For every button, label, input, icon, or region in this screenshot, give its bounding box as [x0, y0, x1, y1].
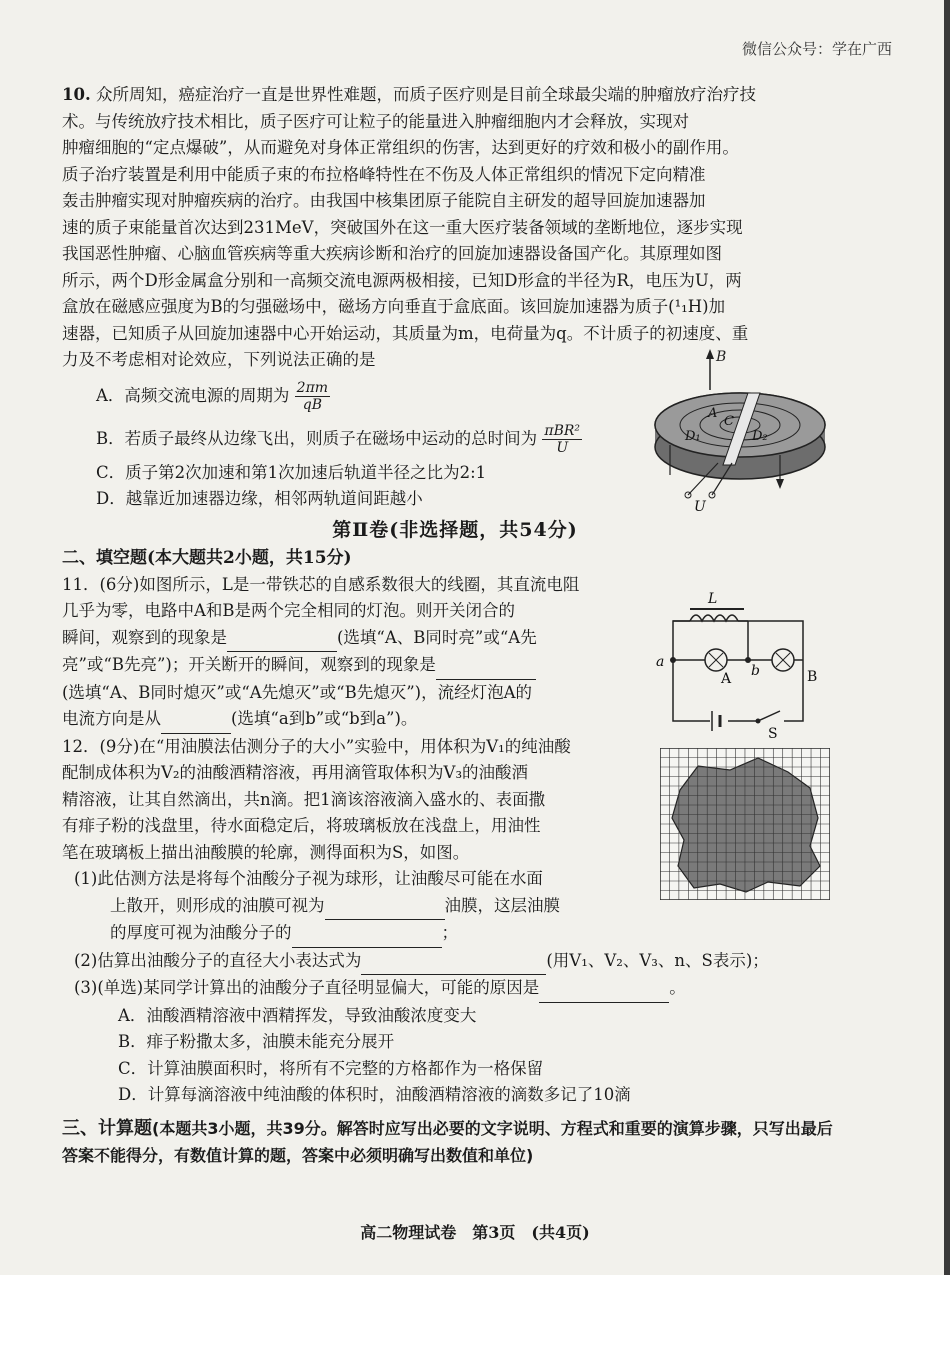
q12-line: 配制成体积为V₂的油酸酒精溶液，再用滴管取体积为V₃的油酸酒: [62, 763, 529, 782]
q10-option-c: C．质子第2次加速和第1次加速后轨道半径之比为2:1: [96, 462, 487, 482]
fraction: $\frac{\text{πBR²}}{U}$: [544, 422, 581, 456]
fraction: $\frac{2\pi m}{qB}$: [296, 379, 329, 413]
q10-option-b: B．若质子最终从边缘飞出，则质子在磁场中运动的总时间为 $\frac{\text{πBR²}}{U}$: [96, 422, 581, 456]
q10-line: 肿瘤细胞的“定点爆破”，从而避免对身体正常组织的伤害，达到更好的疗效和极小的副作用。: [62, 138, 739, 157]
part-2-title: 第Ⅱ卷(非选择题，共54分): [332, 518, 578, 541]
svg-text:S: S: [768, 726, 778, 740]
answer-blank[interactable]: [539, 975, 669, 1003]
question-11: [62, 572, 622, 734]
question-12: [62, 734, 622, 867]
svg-text:A: A: [721, 671, 732, 687]
q10-option-d: D．越靠近加速器边缘，相邻两轨道间距越小: [96, 489, 423, 508]
q12-line: 有痱子粉的浅盘里，待水面稳定后，将玻璃板放在浅盘上，用油性: [62, 816, 541, 835]
q12-option-a: A．油酸酒精溶液中酒精挥发，导致油酸浓度变大: [118, 1005, 477, 1025]
scan-edge: [944, 0, 950, 1275]
circuit-figure: [648, 585, 828, 740]
q10-line: 所示，两个D形金属盒分别和一高频交流电源两极相接，已知D形盒的半径为R，电压为U，两: [62, 270, 742, 290]
svg-text:D₁: D₁: [685, 429, 701, 444]
answer-blank[interactable]: [436, 652, 536, 680]
svg-text:a: a: [656, 654, 665, 670]
q12-option-c: C．计算油膜面积时，将所有不完整的方格都作为一格保留: [118, 1058, 544, 1078]
q12-line: 精溶液，让其自然滴出，共n滴。把1滴该溶液滴入盛水的、表面撒: [62, 789, 546, 809]
answer-blank[interactable]: [361, 948, 546, 976]
q12-option-d: D．计算每滴溶液中纯油酸的体积时，油酸酒精溶液的滴数多记了10滴: [118, 1085, 631, 1104]
svg-text:U: U: [694, 499, 706, 515]
q10-line: 10. 众所周知，癌症治疗一直是世界性难题，而质子医疗则是目前全球最尖端的肿瘤放疗治疗技: [62, 85, 756, 104]
q11-line: (选填“A、B同时熄灭”或“A先熄灭”或“B先熄灭”)，流经灯泡A的: [62, 682, 532, 702]
q10-line: 轰击肿瘤实现对肿瘤疾病的治疗。由我国中核集团原子能院自主研发的超导回旋加速器加: [62, 191, 706, 210]
section-2-title: 二、填空题(本大题共2小题，共15分): [62, 548, 352, 568]
svg-text:L: L: [708, 591, 718, 607]
svg-text:C: C: [724, 414, 734, 429]
q11-line: 几乎为零，电路中A和B是两个完全相同的灯泡。则开关闭合的: [62, 601, 516, 620]
answer-blank[interactable]: [325, 893, 445, 921]
oil-film-grid-figure: [660, 748, 830, 900]
page-footer: 高二物理试卷 第3页 (共4页): [360, 1223, 590, 1242]
q10-line: 质子治疗装置是利用中能质子束的布拉格峰特性在不伤及人体正常组织的情况下定向精准: [62, 164, 706, 184]
q11-line: 亮”或“B先亮”)；开关断开的瞬间，观察到的现象是: [62, 652, 622, 680]
q11-line: 11．(6分)如图所示，L是一带铁芯的自感系数很大的线圈，其直流电阻: [62, 574, 580, 594]
svg-text:A: A: [708, 406, 718, 421]
q10-line: 速器，已知质子从回旋加速器中心开始运动，其质量为m，电荷量为q。不计质子的初速度、重: [62, 323, 749, 343]
q12-sub-2: (2)估算出油酸分子的直径大小表达式为 (用V₁、V₂、V₃、n、S表示)；: [62, 948, 848, 976]
cyclotron-figure: [640, 345, 840, 515]
q10-line: 力及不考虑相对论效应，下列说法正确的是: [62, 350, 376, 369]
q11-line: 瞬间，观察到的现象是 (选填“A、B同时亮”或“A先: [62, 625, 622, 653]
q11-line: 电流方向是从 (选填“a到b”或“b到a”)。: [62, 706, 622, 734]
section-3: 三、计算题(本题共3小题，共39分。解答时应写出必要的文字说明、方程式和重要的演算步骤，只写出最后答案不能得分，有数值计算的题，答案中必须明确写出数值和单位): [62, 1117, 833, 1165]
q10-line: 我国恶性肿瘤、心脑血管疾病等重大疾病诊断和治疗的回旋加速器设备国产化。其原理如图: [62, 244, 722, 263]
q12-line: 笔在玻璃板上描出油酸膜的轮廓，测得面积为S，如图。: [62, 842, 470, 862]
q12-sub-3: (3)(单选)某同学计算出的油酸分子直径明显偏大，可能的原因是 。: [62, 975, 848, 1003]
svg-text:B: B: [807, 669, 818, 685]
q12-option-b: B．痱子粉撒太多，油膜未能充分展开: [118, 1032, 395, 1051]
q10-line: 盒放在磁感应强度为B的匀强磁场中，磁场方向垂直于盒底面。该回旋加速器为质子(¹₁H)加: [62, 297, 726, 316]
q12-line: 12．(9分)在“用油膜法估测分子的大小”实验中，用体积为V₁的纯油酸: [62, 736, 571, 756]
watermark-text: 微信公众号：学在广西: [741, 40, 892, 58]
q10-option-a: A．高频交流电源的周期为 $\frac{2\pi m}{qB}$: [96, 379, 329, 413]
q10-line: 速的质子束能量首次达到231MeV，突破国外在这一重大医疗装备领域的垄断地位，逐步实现: [62, 217, 743, 237]
answer-blank[interactable]: [227, 625, 337, 653]
svg-text:D₂: D₂: [752, 429, 768, 444]
answer-blank[interactable]: [292, 920, 442, 948]
answer-blank[interactable]: [161, 706, 231, 734]
q10-line: 术。与传统放疗技术相比，质子医疗可让粒子的能量进入肿瘤细胞内才会释放，实现对: [62, 111, 689, 131]
svg-text:B: B: [716, 349, 727, 365]
q12-sub-1: (1)此估测方法是将每个油酸分子视为球形，让油酸尽可能在水面 上散开，则形成的油膜可视为 油膜，这层油膜 的厚度可视为油酸分子的 ；: [62, 866, 614, 948]
svg-text:b: b: [751, 663, 760, 679]
